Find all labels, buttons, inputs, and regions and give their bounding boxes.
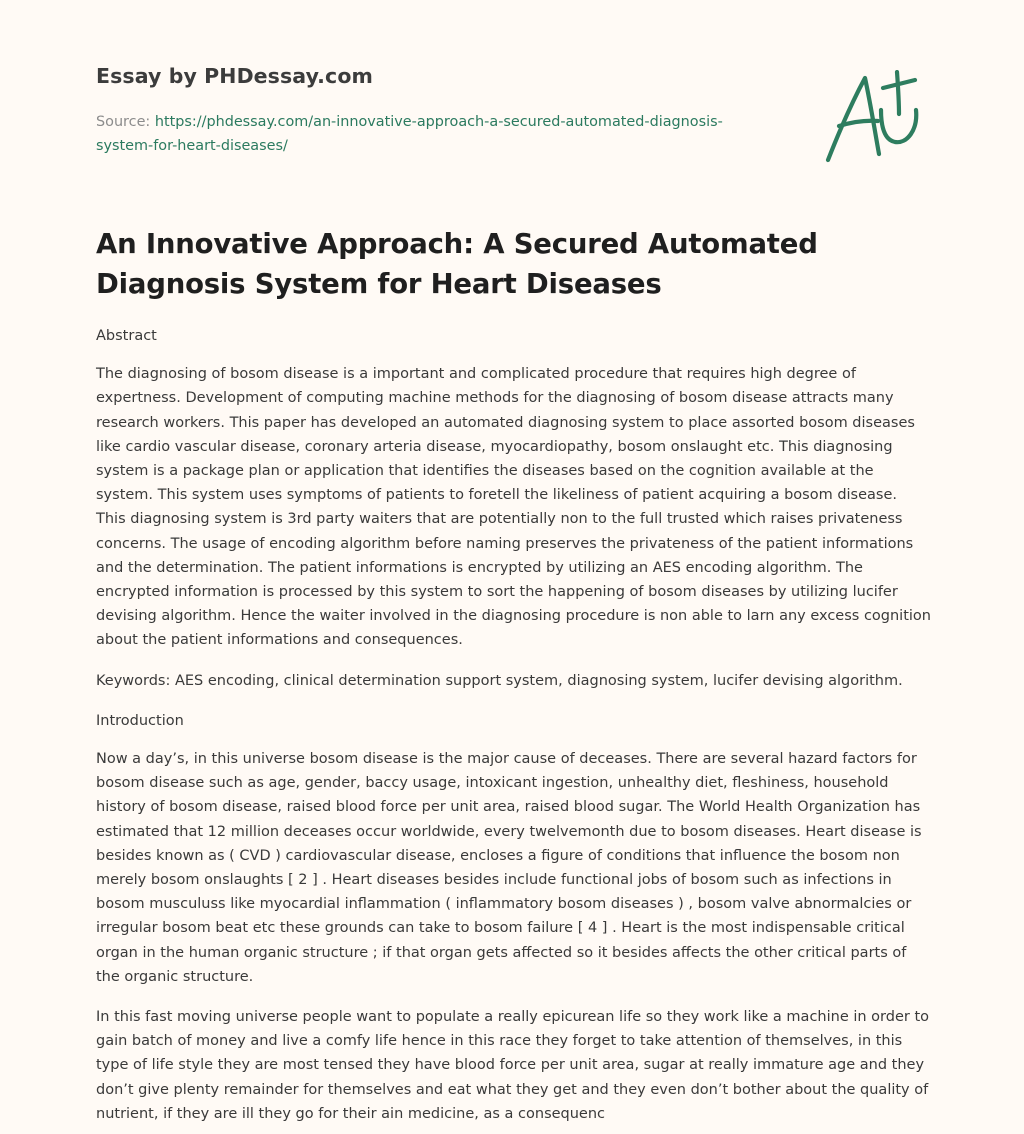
introduction-paragraph-2: In this fast moving universe people want to populate a really epicurean life so they work like a machine in order to gain batch of money and live a comfy life hence in this race they forget to take attention of themselves, in this type of life style they are most tensed they have blood force per unit area, sugar at really immature age and they don’t give plenty remainder for themselves and eat what they get and they even don’t bother about the quality of nutrient, if they are ill they go for their ain medicine, as a consequenc: [96, 1009, 930, 1122]
brand-title: Essay by PHDessay.com: [96, 64, 373, 88]
abstract-heading: Abstract: [96, 328, 157, 344]
source-link[interactable]: https://phdessay.com/an-innovative-approach-a-secured-automated-diagnosis-system-for-heart-diseases/: [96, 114, 723, 154]
introduction-heading: Introduction: [96, 712, 184, 729]
keywords-paragraph: Keywords: AES encoding, clinical determination support system, diagnosing system, lucifer devising algorithm.: [96, 672, 903, 689]
abstract-paragraph: The diagnosing of bosom disease is a important and complicated procedure that requires high degree of expertness. Development of computing machine methods for the diagnosing of bosom disease attracts many research workers. This paper has developed an automated diagnosing system to place assorted bosom diseases like cardio vascular disease, coronary arteria disease, myocardiopathy, bosom onslaught etc. This diagnosing system is a package plan or application that identifies the diseases based on the cognition available at the system. This system uses symptoms of patients to foretell the likeliness of patient acquiring a bosom disease. This diagnosing system is 3rd party waiters that are potentially non to the full trusted which raises privateness concerns. The usage of encoding algorithm before naming preserves the privateness of the patient informations and the determination. The patient informations is encrypted by utilizing an AES encoding algorithm. The encrypted information is processed by this system to sort the happening of bosom diseases by utilizing lucifer devising algorithm. Hence the waiter involved in the diagnosing procedure is non able to larn any excess cognition about the patient informations and consequences.: [96, 366, 931, 649]
essay-title: An Innovative Approach: A Secured Automated Diagnosis System for Heart Diseases: [96, 228, 818, 300]
source-line: [96, 110, 776, 158]
a-plus-grade-icon: [825, 70, 925, 165]
essay-body: [96, 324, 931, 1134]
introduction-paragraph-1: Now a day’s, in this universe bosom disease is the major cause of deceases. There are several hazard factors for bosom disease such as age, gender, baccy usage, intoxicant ingestion, unhealthy diet, fleshiness, household history of bosom disease, raised blood force per unit area, raised blood sugar. The World Health Organization has estimated that 12 million deceases occur worldwide, every twelvemonth due to bosom diseases. Heart disease is besides known as ( CVD ) cardiovascular disease, encloses a figure of conditions that influence the bosom non merely bosom onslaughts [ 2 ] . Heart diseases besides include functional jobs of bosom such as infections in bosom musculuss like myocardial inflammation ( inflammatory bosom diseases ) , bosom valve abnormalcies or irregular bosom beat etc these grounds can take to bosom failure [ 4 ] . Heart is the most indispensable critical organ in the human organic structure ; if that organ gets affected so it besides affects the other critical parts of the organic structure.: [96, 751, 922, 985]
source-label: Source:: [96, 114, 151, 130]
